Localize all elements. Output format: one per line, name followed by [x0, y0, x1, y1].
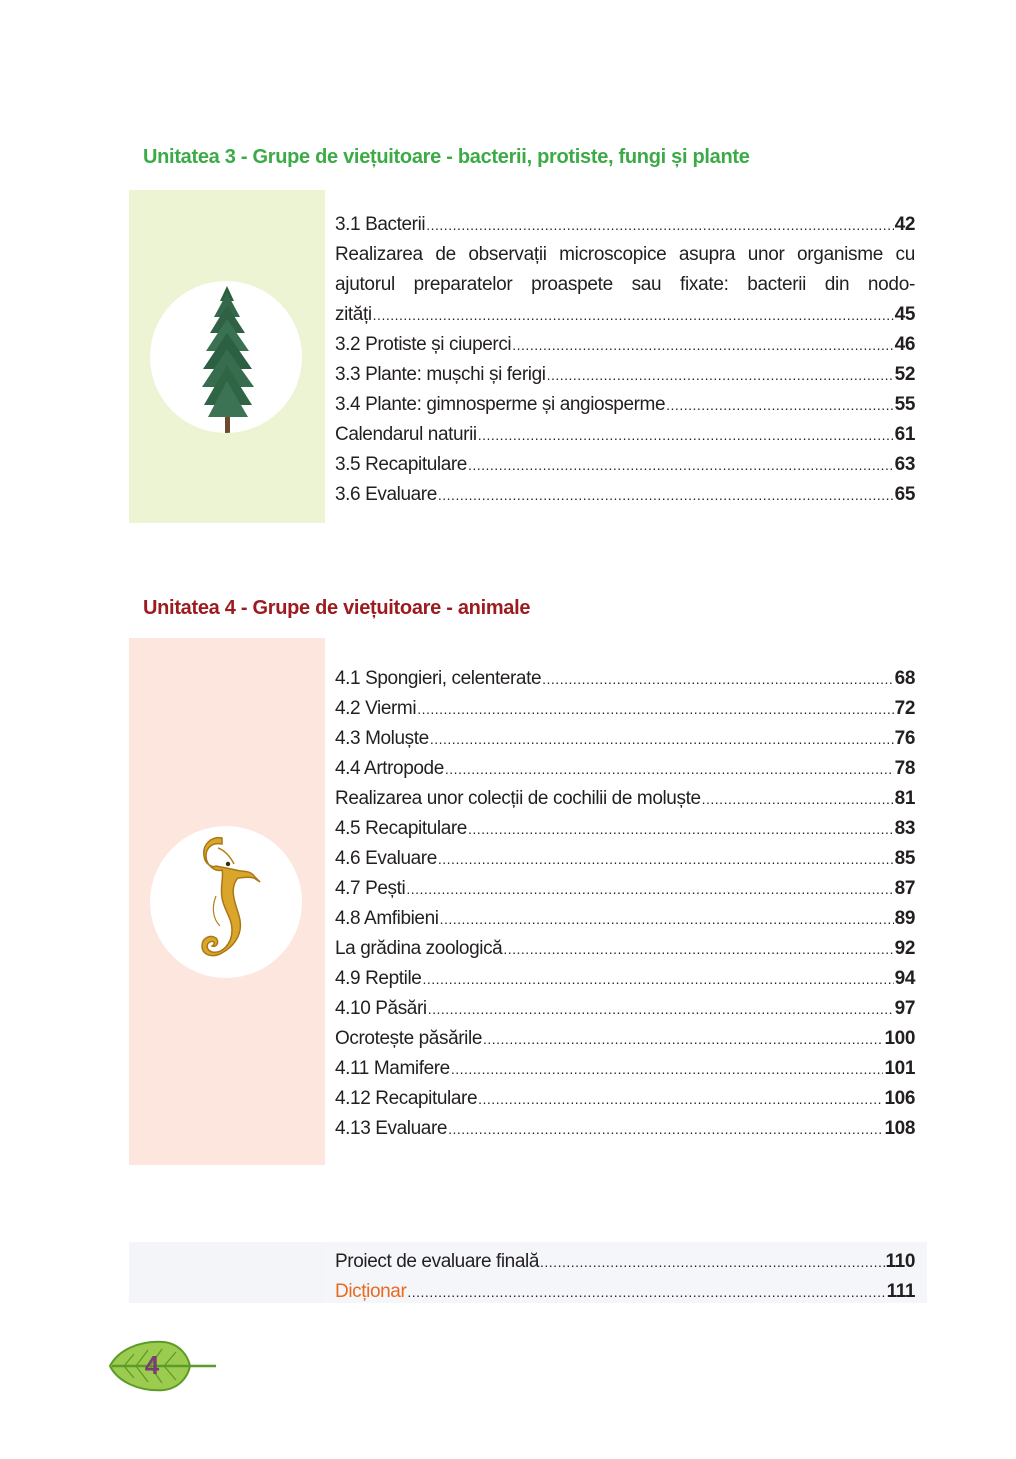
toc-entry[interactable] [335, 874, 915, 904]
toc-entry-page: 97 [894, 998, 915, 1019]
toc-entry-page: 81 [894, 788, 915, 809]
toc-entry-page: 94 [894, 968, 915, 989]
toc-entry[interactable] [335, 330, 915, 360]
toc-entry-title: 3.5 Recapitulare [335, 454, 467, 475]
toc-entry-title: 4.4 Artropode [335, 758, 444, 779]
toc-entry[interactable] [335, 390, 915, 420]
dot-leader [438, 844, 894, 874]
toc-entry-title: 4.7 Pești [335, 878, 406, 899]
toc-entry-title: 4.12 Recapitulare [335, 1088, 478, 1109]
toc-entry-title: 4.11 Mamifere [335, 1058, 450, 1079]
toc-entry-page: 87 [894, 878, 915, 899]
toc-entry-page: 89 [894, 908, 915, 929]
dot-leader [407, 1277, 885, 1307]
dot-leader [426, 210, 893, 240]
toc-entry-title: 4.8 Amfibieni [335, 908, 439, 929]
toc-entry[interactable] [335, 300, 915, 330]
dot-leader [422, 964, 893, 994]
toc-entry-title: 3.4 Plante: gimnosperme și angiosperme [335, 394, 666, 415]
dot-leader [451, 1054, 884, 1084]
toc-entry[interactable] [335, 904, 915, 934]
final-side-panel [129, 1242, 325, 1303]
toc-entry-page: 68 [894, 668, 915, 689]
toc-entry-title: Calendarul naturii [335, 424, 477, 445]
dot-leader [430, 724, 894, 754]
dot-leader [417, 694, 893, 724]
toc-entry[interactable] [335, 480, 915, 510]
toc-entry-page: 108 [884, 1118, 915, 1139]
toc-entry[interactable] [335, 1084, 915, 1114]
toc-entry[interactable] [335, 210, 915, 240]
dictionary-title: Dicționar [335, 1281, 407, 1302]
unit-4-heading: Unitatea 4 - Grupe de viețuitoare - animale [143, 597, 531, 619]
toc-entry-page: 65 [894, 484, 915, 505]
toc-entry-page: 72 [894, 698, 915, 719]
toc-entry-title: zități [335, 304, 372, 325]
dot-leader [373, 300, 894, 330]
toc-entry-page: 110 [885, 1251, 915, 1272]
toc-entry[interactable] [335, 934, 915, 964]
toc-entry[interactable] [335, 1247, 915, 1277]
dot-leader [445, 754, 894, 784]
toc-entry-title: 4.5 Recapitulare [335, 818, 467, 839]
dot-leader [702, 784, 894, 814]
unit-4-toc [335, 664, 915, 1144]
toc-entry-page: 42 [894, 214, 915, 235]
dot-leader [483, 1024, 884, 1054]
unit-3-toc [335, 210, 915, 510]
toc-entry-title: 3.2 Protiste și ciuperci [335, 334, 512, 355]
toc-entry-title: La grădina zoologică [335, 938, 503, 959]
toc-entry-title: Ocrotește păsările [335, 1028, 482, 1049]
toc-entry-page: 111 [886, 1281, 915, 1302]
dot-leader [512, 330, 893, 360]
toc-entry[interactable] [335, 814, 915, 844]
toc-entry-page: 85 [894, 848, 915, 869]
toc-entry-page: 83 [894, 818, 915, 839]
toc-entry-page: 78 [894, 758, 915, 779]
dot-leader [468, 450, 894, 480]
toc-entry[interactable] [335, 724, 915, 754]
toc-entry-title: 4.13 Evaluare [335, 1118, 448, 1139]
toc-entry-page: 61 [894, 424, 915, 445]
toc-entry-title: 4.10 Păsări [335, 998, 427, 1019]
toc-entry-description: Realizarea de observații microscopice asupra unor organisme cu ajutorul preparatelor proaspete sau fixate: bacterii din nodo- [335, 244, 915, 295]
dot-leader [540, 1247, 885, 1277]
toc-entry-page: 55 [894, 394, 915, 415]
toc-entry-title: 4.3 Moluște [335, 728, 429, 749]
dot-leader [468, 814, 894, 844]
toc-entry[interactable] [335, 1277, 915, 1307]
dot-leader [406, 874, 893, 904]
toc-entry[interactable] [335, 1024, 915, 1054]
toc-entry-page: 76 [894, 728, 915, 749]
dot-leader [478, 420, 894, 450]
toc-entry-title: Realizarea unor colecții de cochilii de moluște [335, 788, 701, 809]
toc-entry-page: 92 [894, 938, 915, 959]
unit-3-heading: Unitatea 3 - Grupe de viețuitoare - bacterii, protiste, fungi și plante [143, 146, 750, 168]
toc-entry-title: 3.6 Evaluare [335, 484, 437, 505]
toc-entry[interactable] [335, 694, 915, 724]
dot-leader [438, 480, 894, 510]
toc-entry-title: 4.6 Evaluare [335, 848, 437, 869]
toc-entry-page: 46 [894, 334, 915, 355]
toc-entry-title: Proiect de evaluare finală [335, 1251, 540, 1272]
toc-entry-title: 4.2 Viermi [335, 698, 417, 719]
toc-entry-title: 4.9 Reptile [335, 968, 422, 989]
toc-entry[interactable] [335, 964, 915, 994]
toc-entry-title: 3.3 Plante: mușchi și ferigi [335, 364, 546, 385]
seahorse-image [150, 826, 302, 978]
dot-leader [542, 664, 894, 694]
toc-entry[interactable] [335, 360, 915, 390]
toc-entry[interactable] [335, 1054, 915, 1084]
toc-entry-page: 52 [894, 364, 915, 385]
toc-entry-page: 63 [894, 454, 915, 475]
toc-entry[interactable] [335, 450, 915, 480]
dot-leader [547, 360, 894, 390]
seahorse-icon [150, 826, 302, 978]
dot-leader [440, 904, 894, 934]
toc-entry[interactable] [335, 1114, 915, 1144]
toc-entry[interactable] [335, 994, 915, 1024]
toc-entry-title: 4.1 Spongieri, celenterate [335, 668, 542, 689]
final-toc [335, 1247, 915, 1307]
toc-entry-title: 3.1 Bacterii [335, 214, 426, 235]
toc-entry-page: 100 [884, 1028, 915, 1049]
dot-leader [448, 1114, 883, 1144]
toc-entry-page: 45 [894, 304, 915, 325]
dot-leader [428, 994, 894, 1024]
page-number: 4 [144, 1350, 160, 1380]
toc-entry[interactable] [335, 844, 915, 874]
toc-entry[interactable] [335, 754, 915, 784]
toc-entry-page: 101 [884, 1058, 915, 1079]
toc-entry[interactable] [335, 784, 915, 814]
dot-leader [503, 934, 893, 964]
toc-entry[interactable] [335, 664, 915, 694]
fir-tree-icon [150, 281, 302, 433]
toc-entry-page: 106 [884, 1088, 915, 1109]
toc-entry[interactable] [335, 420, 915, 450]
dot-leader [478, 1084, 883, 1114]
fir-tree-image [150, 281, 302, 433]
dot-leader [666, 390, 894, 420]
